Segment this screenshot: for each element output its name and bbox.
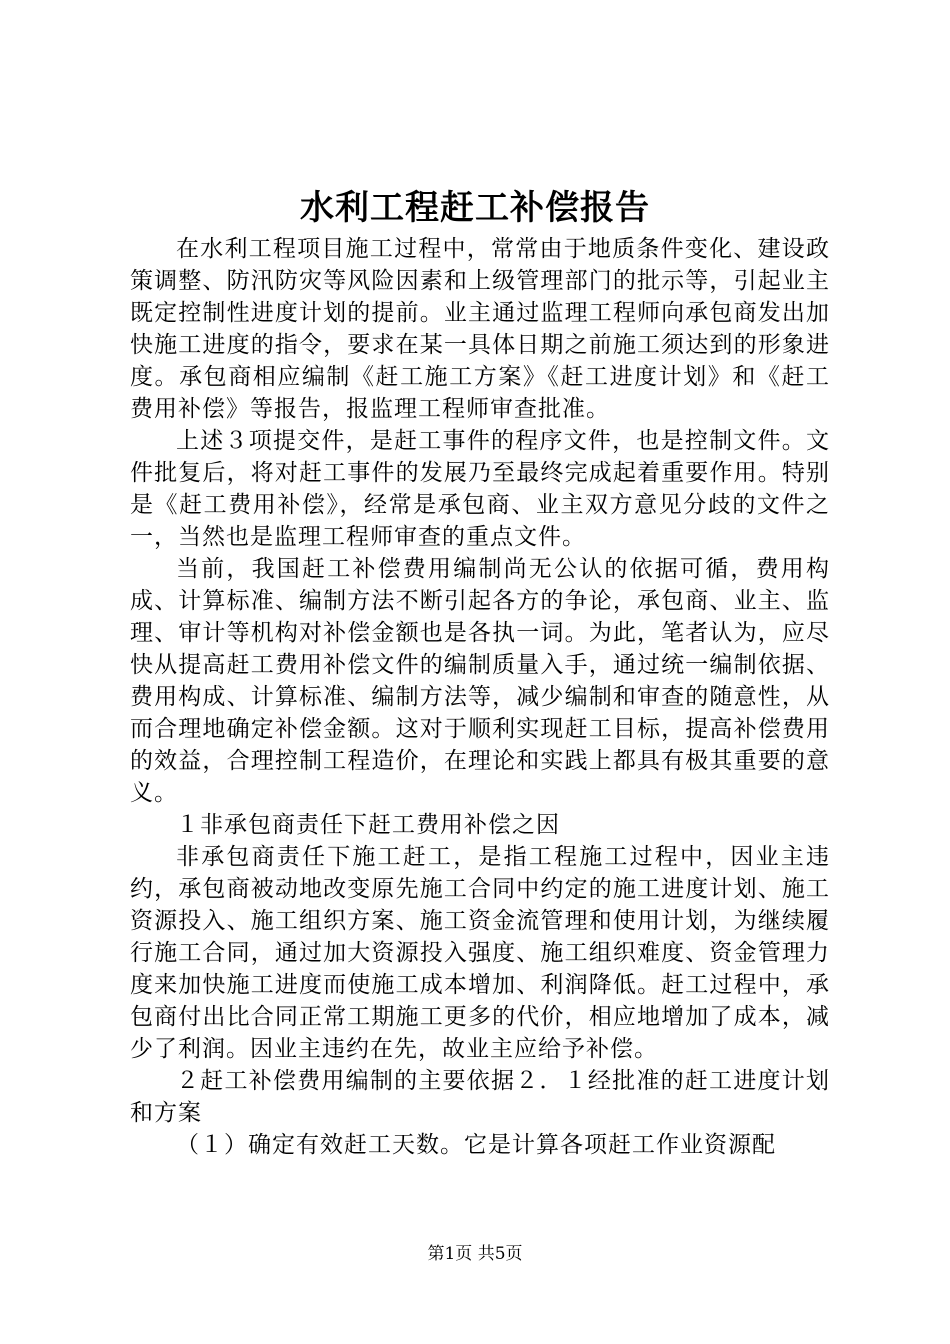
document-body — [130, 233, 830, 1161]
section-heading: ２赶工补偿费用编制的主要依据２．１经批准的赶工进度计划和方案 — [130, 1068, 830, 1126]
paragraph: 在水利工程项目施工过程中，常常由于地质条件变化、建设政策调整、防汛防灾等风险因素和上级管理部门的批示等，引起业主既定控制性进度计划的提前。业主通过监理工程师向承包商发出加快施工进度的指令，要求在某一具体日期之前施工须达到的形象进度。承包商相应编制《赶工施工方案》《赶工进度计划》和《赶工费用补偿》等报告，报监理工程师审查批准。 — [130, 236, 830, 422]
paragraph: 当前，我国赶工补偿费用编制尚无公认的依据可循，费用构成、计算标准、编制方法不断引起各方的争论，承包商、业主、监理、审计等机构对补偿金额也是各执一词。为此，笔者认为，应尽快从提高赶工费用补偿文件的编制质量入手，通过统一编制依据、费用构成、计算标准、编制方法等，减少编制和审查的随意性，从而合理地确定补偿金额。这对于顺利实现赶工目标，提高补偿费用的效益，合理控制工程造价，在理论和实践上都具有极其重要的意义。 — [130, 556, 830, 806]
paragraph: 非承包商责任下施工赶工，是指工程施工过程中，因业主违约，承包商被动地改变原先施工合同中约定的施工进度计划、施工资源投入、施工组织方案、施工资金流管理和使用计划，为继续履行施工合同，通过加大资源投入强度、施工组织难度、资金管理力度来加快施工进度而使施工成本增加、利润降低。赶工过程中，承包商付出比合同正常工期施工更多的代价，相应地增加了成本，减少了利润。因业主违约在先，故业主应给予补偿。 — [130, 844, 830, 1062]
section-heading: １非承包商责任下赶工费用补偿之因 — [176, 812, 560, 838]
document-title: 水利工程赶工补偿报告 — [300, 188, 650, 228]
paragraph: （１）确定有效赶工天数。它是计算各项赶工作业资源配 — [176, 1132, 776, 1158]
page-number-footer: 第1页 共5页 — [427, 1244, 523, 1264]
paragraph: 上述３项提交件，是赶工事件的程序文件，也是控制文件。文件批复后，将对赶工事件的发展乃至最终完成起着重要作用。特别是《赶工费用补偿》，经常是承包商、业主双方意见分歧的文件之一，当然也是监理工程师审查的重点文件。 — [130, 428, 830, 550]
